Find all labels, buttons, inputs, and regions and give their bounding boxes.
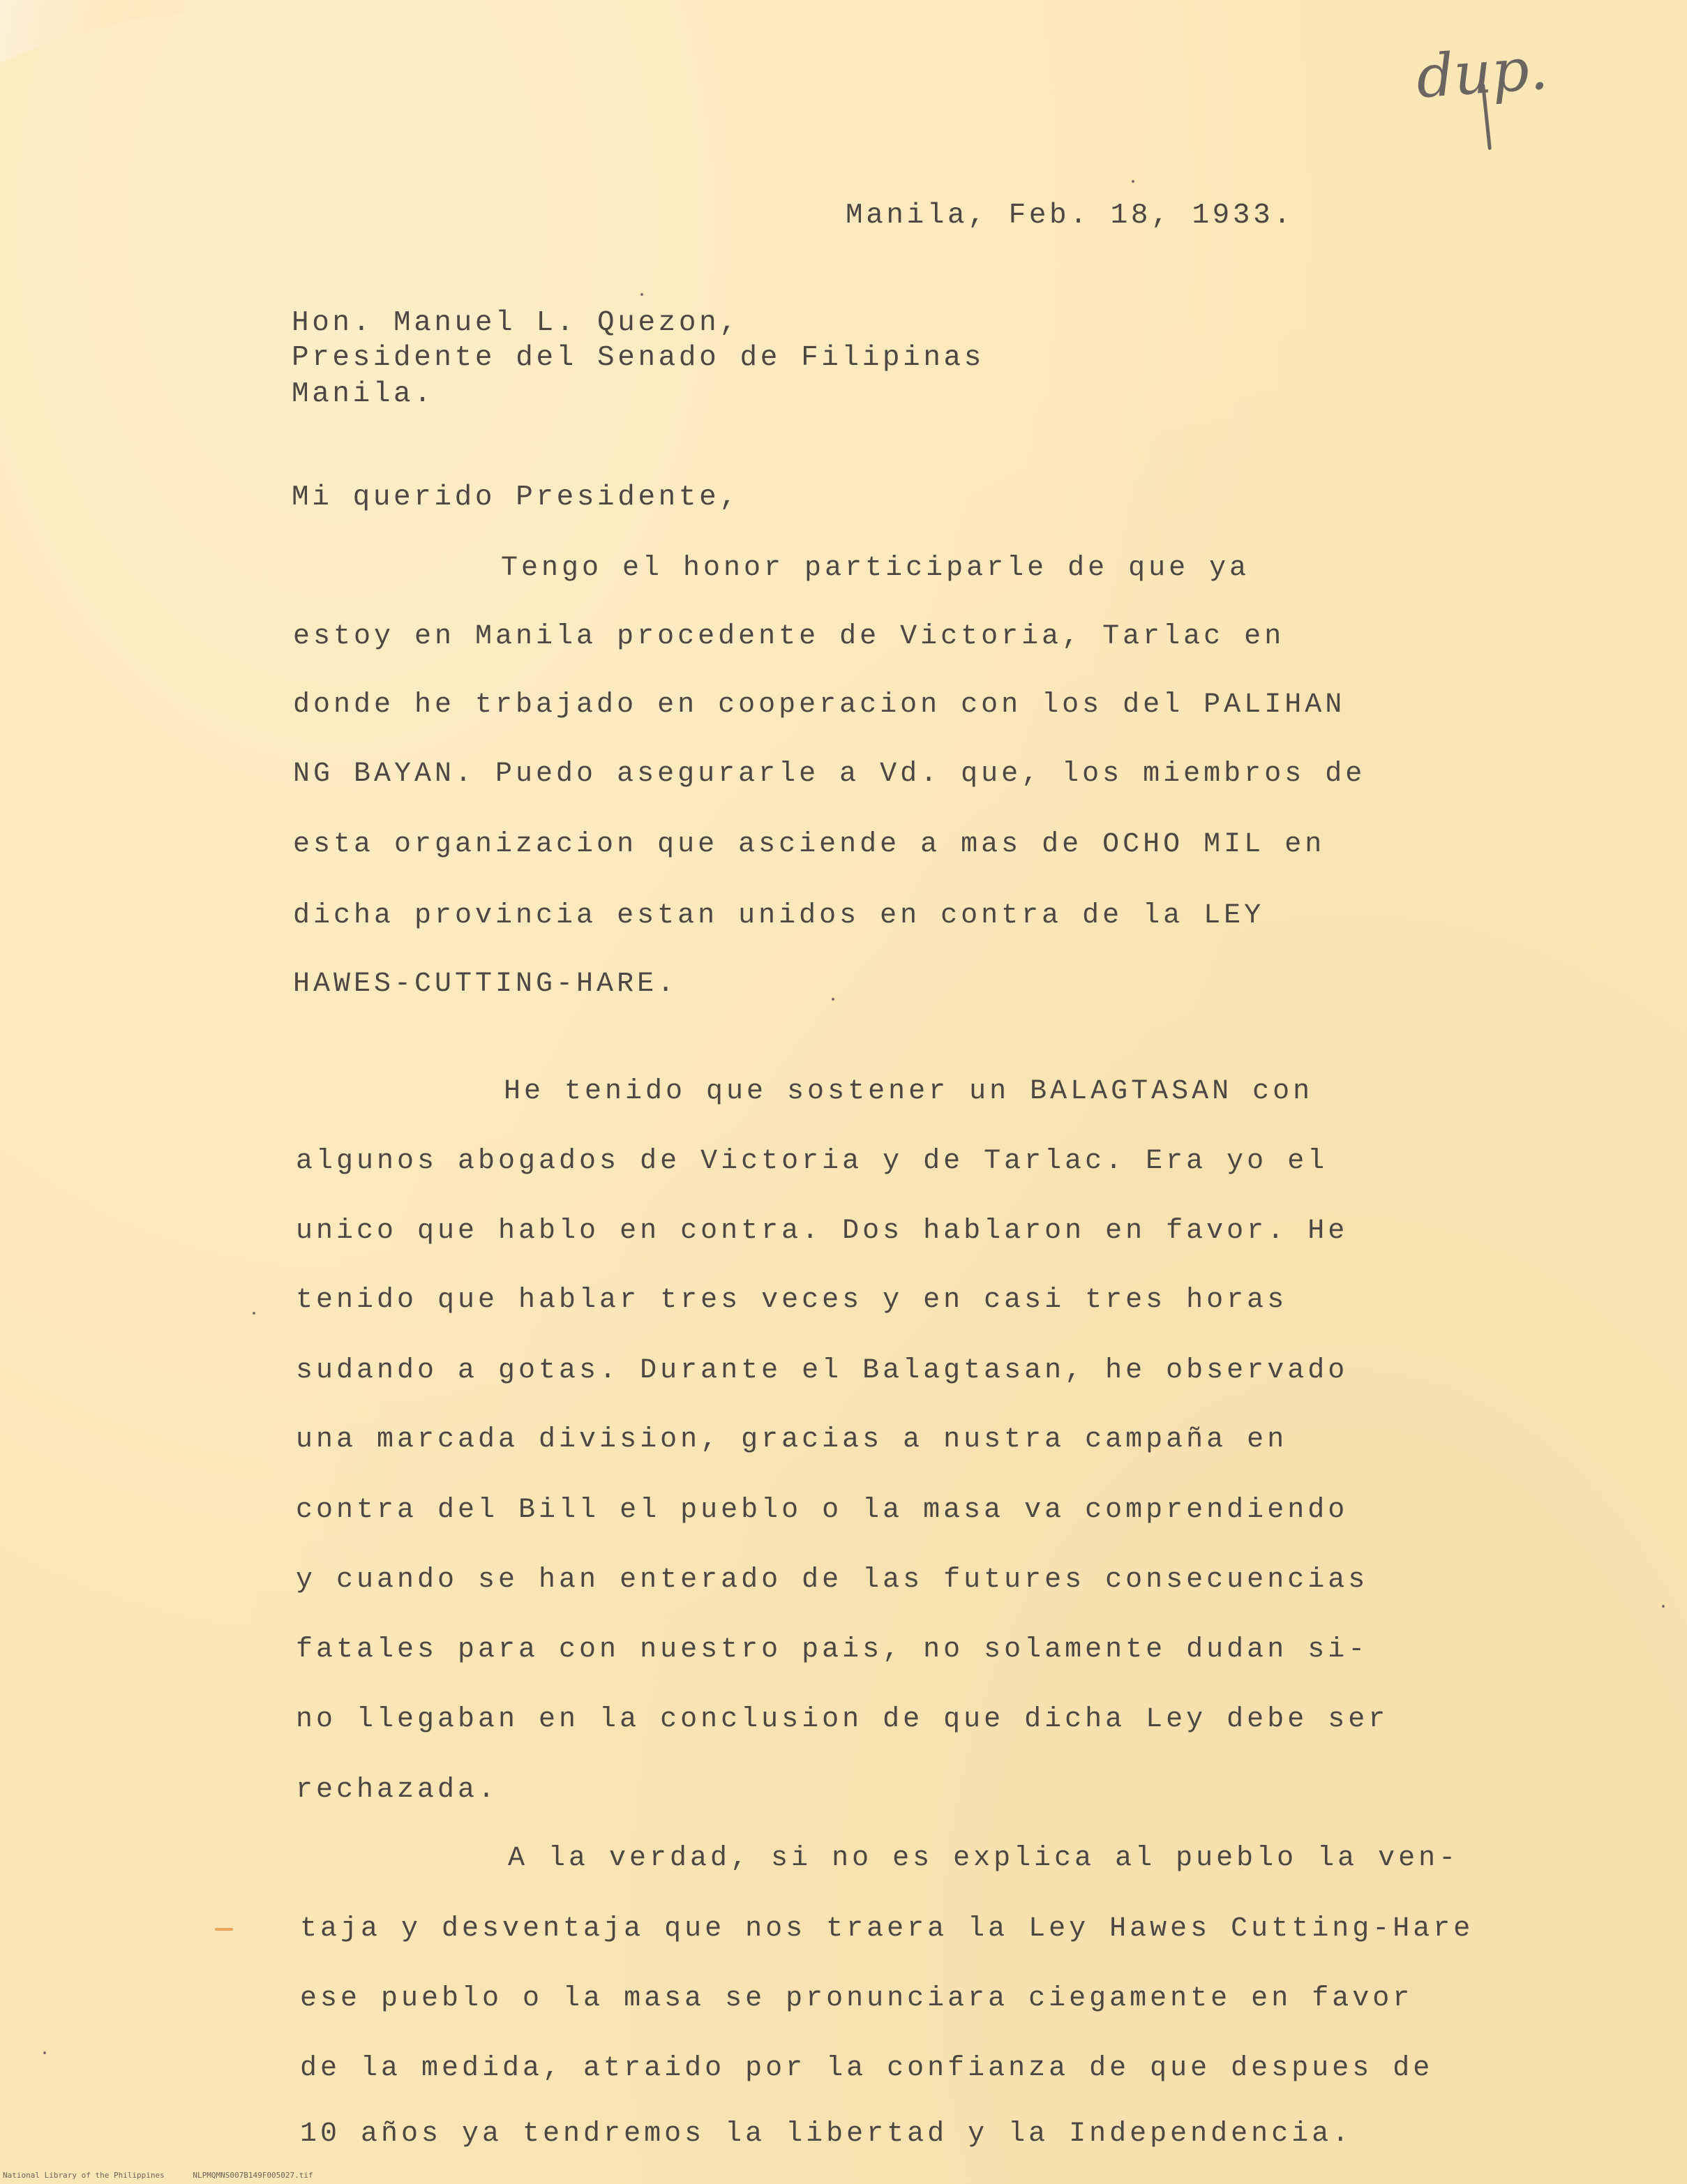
footer-filename: NLPMQMNS007B149F005027.tif xyxy=(193,2171,313,2180)
paper-speck xyxy=(640,293,643,296)
body-line: de la medida, atraido por la confianza de que despues de xyxy=(300,2053,1434,2084)
body-line: sudando a gotas. Durante el Balagtasan, he observado xyxy=(296,1355,1349,1386)
paper-speck xyxy=(43,2051,46,2054)
body-line: y cuando se han enterado de las futures consecuencias xyxy=(296,1564,1369,1596)
body-line: 10 años ya tendremos la libertad y la Independencia. xyxy=(300,2118,1353,2150)
handwritten-annotation: dup. xyxy=(1414,33,1550,112)
salutation: Mi querido Presidente, xyxy=(292,481,740,514)
body-line: fatales para con nuestro pais, no solamente dudan si- xyxy=(296,1634,1369,1666)
body-line: HAWES-CUTTING-HARE. xyxy=(293,968,678,1000)
body-line: He tenido que sostener un BALAGTASAN con xyxy=(504,1076,1314,1107)
body-line: algunos abogados de Victoria y de Tarlac. Era yo el xyxy=(296,1146,1328,1177)
body-line: Tengo el honor participarle de que ya xyxy=(501,553,1250,584)
body-line: A la verdad, si no es explica al pueblo la ven- xyxy=(508,1843,1460,1874)
body-line: tenido que hablar tres veces y en casi tres horas xyxy=(296,1285,1288,1316)
paper-speck xyxy=(1132,180,1134,183)
addressee-line: Hon. Manuel L. Quezon, xyxy=(292,307,740,339)
paper-speck xyxy=(253,1312,255,1315)
margin-mark xyxy=(215,1928,233,1931)
scan-footer xyxy=(3,2171,337,2180)
body-line: esta organizacion que asciende a mas de OCHO MIL en xyxy=(293,829,1326,860)
body-line: una marcada division, gracias a nustra campaña en xyxy=(296,1424,1288,1456)
letter-date: Manila, Feb. 18, 1933. xyxy=(846,200,1294,232)
body-line: taja y desventaja que nos traera la Ley Hawes Cutting-Hare xyxy=(300,1913,1474,1945)
body-line: estoy en Manila procedente de Victoria, Tarlac en xyxy=(293,621,1285,652)
body-line: no llegaban en la conclusion de que dicha Ley debe ser xyxy=(296,1704,1389,1735)
body-line: ese pueblo o la masa se pronunciara ciegamente en favor xyxy=(300,1983,1414,2014)
paper-speck xyxy=(832,998,834,1001)
addressee-line: Manila. xyxy=(292,378,435,410)
addressee-line: Presidente del Senado de Filipinas xyxy=(292,342,984,374)
body-line: donde he trbajado en cooperacion con los del PALIHAN xyxy=(293,689,1346,721)
paper-speck xyxy=(1662,1605,1665,1608)
body-line: NG BAYAN. Puedo asegurarle a Vd. que, los miembros de xyxy=(293,758,1366,790)
body-line: unico que hablo en contra. Dos hablaron en favor. He xyxy=(296,1216,1349,1247)
footer-institution: National Library of the Philippines xyxy=(3,2171,165,2180)
body-line: rechazada. xyxy=(296,1774,499,1806)
body-line: dicha provincia estan unidos en contra de la LEY xyxy=(293,900,1265,932)
body-line: contra del Bill el pueblo o la masa va comprendiendo xyxy=(296,1495,1349,1526)
